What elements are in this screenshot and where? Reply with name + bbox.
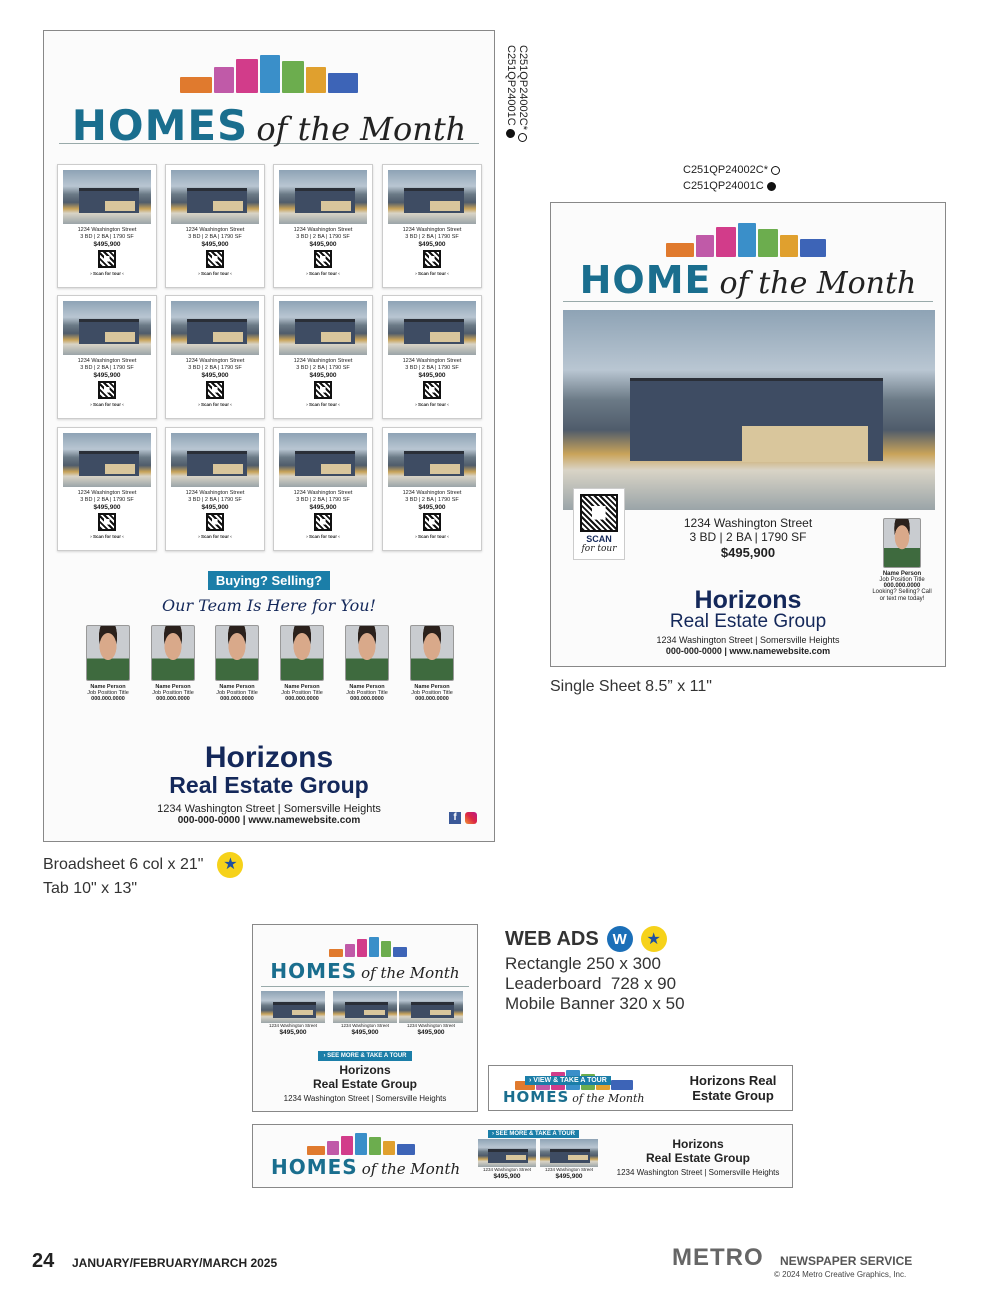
web-size-item: Leaderboard 728 x 90 [505, 974, 677, 993]
house-photo [63, 433, 151, 487]
scan-for-tour: › Scan for tour ‹ [90, 271, 124, 276]
qr-code-icon [423, 381, 441, 399]
title-homes: HOMES [270, 959, 358, 983]
houses-illustration [323, 935, 413, 957]
agent-title: Job Position Title [281, 690, 323, 696]
agent-name: Name Person [155, 684, 191, 690]
scan-for-tour: › Scan for tour ‹ [198, 402, 232, 407]
listing-details: 3 BD | 2 BA | 1790 SF [405, 234, 459, 240]
scan-for-tour: › Scan for tour ‹ [415, 534, 449, 539]
house-photo [478, 1139, 536, 1167]
qr-code-icon [206, 250, 224, 268]
agent-name: Name Person [90, 684, 126, 690]
page-title [44, 101, 494, 150]
mobile-title [503, 1088, 644, 1106]
agent-phone: 000.000.0000 [883, 583, 921, 589]
mobile-company: Horizons Real Estate Group [689, 1073, 777, 1103]
agent-title: Job Position Title [411, 690, 453, 696]
agent-name: Name Person [284, 684, 320, 690]
house-photo [388, 301, 476, 355]
caption-tab: Tab 10" x 13" [43, 880, 138, 897]
listing-price: $495,900 [309, 241, 337, 248]
listing-address: 1234 Washington Street [268, 1023, 318, 1028]
company-name-line1: Horizons [339, 1063, 391, 1077]
title-of-the-month: of the Month [719, 266, 917, 301]
listing-price: $495,900 [309, 372, 337, 379]
web-sizes-list [505, 954, 685, 1014]
agent-name: Name Person [414, 684, 450, 690]
company-address: 1234 Washington Street | Somersville Heights [157, 803, 381, 815]
agent-photo [215, 625, 259, 681]
title-of-the-month: of the Month [256, 110, 467, 148]
agent-name: Name Person [219, 684, 255, 690]
issue-label: JANUARY/FEBRUARY/MARCH 2025 [72, 1256, 278, 1270]
listing-address: 1234 Washington Street [402, 227, 462, 233]
company-name-line2: Real Estate Group [669, 611, 827, 632]
qr-code-icon [423, 250, 441, 268]
listing-address: 1234 Washington Street [185, 358, 245, 364]
agent-card [143, 625, 203, 702]
caption-broadsheet: Broadsheet 6 col x 21" [43, 856, 204, 873]
house-photo [63, 301, 151, 355]
listing-card [273, 295, 373, 419]
agent-title: Job Position Title [216, 690, 258, 696]
listing-address: 1234 Washington Street [340, 1023, 390, 1028]
house-photo [279, 301, 367, 355]
product-codes-vertical [497, 45, 531, 155]
scan-for-tour: › Scan for tour ‹ [306, 402, 340, 407]
agent-card [337, 625, 397, 702]
buying-selling-badge: Buying? Selling? [208, 571, 330, 590]
scan-label: SCAN [586, 534, 612, 544]
single-code-color: C251QP24002C* [683, 164, 769, 176]
listing-details: 3 BD | 2 BA | 1790 SF [296, 497, 350, 503]
listing-price: $495,900 [93, 241, 121, 248]
house-photo [261, 991, 325, 1023]
houses-illustration [169, 53, 369, 93]
listing-address: 1234 Washington Street [185, 490, 245, 496]
page-footer [32, 1244, 972, 1288]
agent-photo [345, 625, 389, 681]
listing-details: 3 BD | 2 BA | 1790 SF [188, 497, 242, 503]
agent-title: Job Position Title [87, 690, 129, 696]
house-photo [279, 170, 367, 224]
listing-price: $495,900 [201, 372, 229, 379]
single-title [551, 258, 945, 302]
web-ads-heading: WEB ADS [505, 927, 599, 950]
listing-card [57, 295, 157, 419]
listing-card [165, 427, 265, 551]
listing-price: $495,900 [418, 241, 446, 248]
listing-price: $495,900 [493, 1173, 521, 1180]
agent-photo [410, 625, 454, 681]
company-address: 1234 Washington Street | Somersville Heights [616, 1168, 780, 1177]
bw-dot-icon [507, 129, 516, 138]
qr-code-icon [206, 381, 224, 399]
listing-card [382, 427, 482, 551]
listing-card [57, 427, 157, 551]
agent-card [207, 625, 267, 702]
listing-thumb [399, 991, 463, 1036]
houses-illustration [301, 1131, 421, 1155]
company-name-line2: Real Estate Group [645, 1151, 751, 1165]
web-rectangle-ad [252, 924, 478, 1112]
listing-details: 3 BD | 2 BA | 1790 SF [689, 530, 807, 544]
bw-dot-icon [767, 182, 776, 191]
qr-code-icon [314, 513, 332, 531]
title-homes: HOMES [271, 1155, 358, 1179]
listing-address: 1234 Washington Street [77, 358, 137, 364]
code-color: C251QP24002C* [517, 45, 529, 131]
qr-code-icon [98, 513, 116, 531]
agent-note: Looking? Selling? Call or text me today! [872, 589, 932, 602]
agent-photo [280, 625, 324, 681]
listing-address: 1234 Washington Street [77, 490, 137, 496]
listing-address: 1234 Washington Street [185, 227, 245, 233]
listing-address: 1234 Washington Street [406, 1023, 456, 1028]
listing-address: 1234 Washington Street [293, 358, 353, 364]
company-name-line1: Horizons [694, 586, 802, 614]
company-name-line1: Horizons [672, 1137, 724, 1151]
house-photo [563, 310, 935, 510]
agent-phone: 000.000.0000 [156, 696, 190, 702]
for-tour-label: for tour [581, 544, 617, 554]
agent-card [78, 625, 138, 702]
listing-address: 1234 Washington Street [482, 1167, 532, 1172]
listing-details: 3 BD | 2 BA | 1790 SF [80, 234, 134, 240]
company-address: 1234 Washington Street | Somersville Heights [656, 635, 840, 645]
house-photo [333, 991, 397, 1023]
title-homes: HOMES [71, 101, 249, 150]
company-contact: 000-000-0000 | www.namewebsite.com [177, 815, 361, 826]
company-name-line1: Horizons [204, 741, 334, 774]
listing-details: 3 BD | 2 BA | 1790 SF [188, 365, 242, 371]
listing-card [165, 164, 265, 288]
agent-name: Name Person [349, 684, 385, 690]
listing-thumb [478, 1139, 536, 1180]
listing-address: 1234 Washington Street [402, 490, 462, 496]
listing-price: $495,900 [417, 1029, 445, 1036]
company-name-line2: Real Estate Group [169, 772, 369, 798]
listing-price: $495,900 [93, 372, 121, 379]
leader-cta-button[interactable]: › SEE MORE & TAKE A TOUR [488, 1130, 579, 1138]
scan-for-tour: › Scan for tour ‹ [198, 271, 232, 276]
listing-address: 1234 Washington Street [402, 358, 462, 364]
code-bw: C251QP24001C [505, 45, 517, 126]
listing-address: 1234 Washington Street [293, 227, 353, 233]
scan-for-tour: › Scan for tour ‹ [415, 271, 449, 276]
house-photo [171, 301, 259, 355]
listing-price: $495,900 [418, 372, 446, 379]
listing-card [273, 164, 373, 288]
color-dot-icon [519, 133, 528, 142]
agent-photo [883, 518, 921, 568]
rect-cta-button[interactable]: › SEE MORE & TAKE A TOUR [318, 1051, 411, 1061]
scan-for-tour: › Scan for tour ‹ [90, 402, 124, 407]
house-photo [388, 433, 476, 487]
page-number: 24 [32, 1250, 55, 1272]
agent-photo [151, 625, 195, 681]
listing-price: $495,900 [309, 504, 337, 511]
listing-address: 1234 Washington Street [683, 516, 813, 530]
title-homes: HOMES [503, 1088, 570, 1106]
listing-price: $495,900 [201, 504, 229, 511]
listing-card [273, 427, 373, 551]
listing-card [382, 164, 482, 288]
listing-price: $495,900 [93, 504, 121, 511]
leader-title [271, 1155, 460, 1179]
company-address: 1234 Washington Street | Somersville Heights [283, 1094, 447, 1103]
listing-price: $495,900 [418, 504, 446, 511]
web-mobile-banner [488, 1065, 793, 1111]
house-photo [279, 433, 367, 487]
listing-price: $495,900 [279, 1029, 307, 1036]
title-home: HOME [579, 258, 712, 302]
agent-phone: 000.000.0000 [415, 696, 449, 702]
star-badge-icon: ★ [641, 926, 667, 952]
instagram-icon [465, 812, 477, 824]
qr-code-icon [314, 381, 332, 399]
agent-title: Job Position Title [879, 577, 925, 583]
house-photo [171, 433, 259, 487]
company-contact: 000-000-0000 | www.namewebsite.com [665, 646, 831, 656]
qr-code-icon [98, 381, 116, 399]
broadsheet-ad [43, 30, 495, 842]
listing-price: $495,900 [201, 241, 229, 248]
listing-address: 1234 Washington Street [544, 1167, 594, 1172]
listing-thumb [540, 1139, 598, 1180]
agent-photo [86, 625, 130, 681]
listing-address: 1234 Washington Street [293, 490, 353, 496]
qr-code-icon [98, 250, 116, 268]
scan-for-tour: › Scan for tour ‹ [415, 402, 449, 407]
house-photo [399, 991, 463, 1023]
title-of-the-month: of the Month [361, 964, 460, 982]
star-badge-icon: ★ [217, 852, 243, 878]
title-of-the-month: of the Month [572, 1092, 645, 1105]
web-size-item: Rectangle 250 x 300 [505, 954, 661, 973]
house-photo [63, 170, 151, 224]
scan-for-tour: › Scan for tour ‹ [306, 534, 340, 539]
listing-price: $495,900 [555, 1173, 583, 1180]
listing-details: 3 BD | 2 BA | 1790 SF [405, 365, 459, 371]
copyright: © 2024 Metro Creative Graphics, Inc. [774, 1270, 907, 1279]
mobile-cta-button[interactable]: › VIEW & TAKE A TOUR [525, 1076, 611, 1085]
agent-phone: 000.000.0000 [91, 696, 125, 702]
listing-details: 3 BD | 2 BA | 1790 SF [80, 497, 134, 503]
agent-card [402, 625, 462, 702]
house-photo [171, 170, 259, 224]
listing-details: 3 BD | 2 BA | 1790 SF [188, 234, 242, 240]
single-sheet-caption: Single Sheet 8.5” x 11" [550, 678, 712, 695]
listing-price: $495,900 [351, 1029, 379, 1036]
listing-details: 3 BD | 2 BA | 1790 SF [296, 234, 350, 240]
newspaper-service-label: NEWSPAPER SERVICE [780, 1254, 913, 1268]
listing-details: 3 BD | 2 BA | 1790 SF [80, 365, 134, 371]
title-of-the-month: of the Month [361, 1160, 461, 1178]
agent-phone: 000.000.0000 [220, 696, 254, 702]
listing-card [382, 295, 482, 419]
agent-phone: 000.000.0000 [285, 696, 319, 702]
scan-for-tour: › Scan for tour ‹ [90, 534, 124, 539]
listing-card [57, 164, 157, 288]
listing-details: 3 BD | 2 BA | 1790 SF [405, 497, 459, 503]
house-photo [540, 1139, 598, 1167]
listing-thumb [261, 991, 325, 1036]
web-size-item: Mobile Banner 320 x 50 [505, 994, 685, 1013]
scan-for-tour: › Scan for tour ‹ [198, 534, 232, 539]
single-code-bw: C251QP24001C [683, 180, 764, 192]
agent-card [272, 625, 332, 702]
listing-card [165, 295, 265, 419]
qr-code-icon [314, 250, 332, 268]
scan-for-tour: › Scan for tour ‹ [306, 271, 340, 276]
listing-thumb [333, 991, 397, 1036]
web-badge-icon: W [607, 926, 633, 952]
agent-phone: 000.000.0000 [350, 696, 384, 702]
team-tagline: Our Team Is Here for You! [162, 596, 376, 615]
listing-address: 1234 Washington Street [77, 227, 137, 233]
qr-code-icon [206, 513, 224, 531]
agent-name: Name Person [882, 571, 922, 577]
house-photo [388, 170, 476, 224]
company-name-line2: Real Estate Group [312, 1077, 418, 1091]
single-codes [683, 164, 780, 192]
agent-title: Job Position Title [346, 690, 388, 696]
single-sheet-ad [550, 202, 946, 667]
web-ads-info [505, 926, 685, 1014]
web-leaderboard-ad [252, 1124, 793, 1188]
rect-title [253, 959, 477, 983]
qr-code-icon [423, 513, 441, 531]
facebook-icon: f [449, 812, 461, 824]
broadsheet-caption [43, 852, 243, 900]
color-dot-icon [771, 166, 780, 175]
houses-illustration [661, 221, 831, 257]
agent-title: Job Position Title [152, 690, 194, 696]
listing-details: 3 BD | 2 BA | 1790 SF [296, 365, 350, 371]
listing-price: $495,900 [720, 545, 776, 560]
metro-logo: METRO [672, 1244, 764, 1271]
